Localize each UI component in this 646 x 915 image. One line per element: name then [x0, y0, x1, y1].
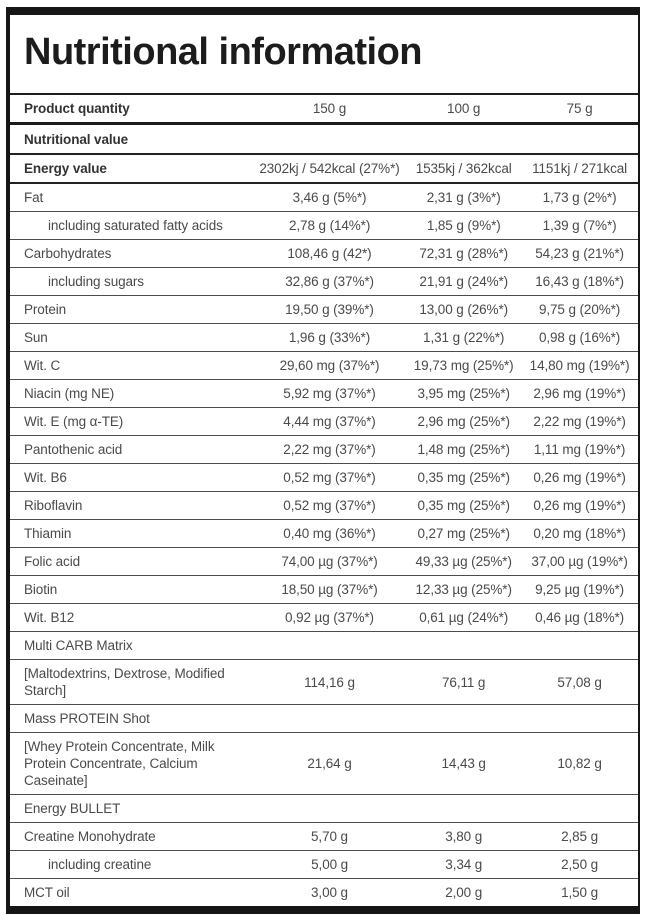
row-value: 0,27 mg (25%*)	[417, 526, 510, 541]
row-value: 1,48 mg (25%*)	[417, 442, 510, 457]
row-value: 37,00 µg (19%*)	[531, 554, 628, 569]
row-value: 5,70 g	[311, 829, 348, 844]
row-label: Wit. B12	[24, 610, 75, 625]
row-label: Energy value	[24, 161, 107, 176]
row-value: 0,20 mg (18%*)	[533, 526, 626, 541]
row-value: 54,23 g (21%*)	[535, 246, 624, 261]
row-label: Protein	[24, 302, 67, 317]
table-row	[10, 491, 638, 519]
section-row	[10, 794, 638, 822]
row-value: 74,00 µg (37%*)	[281, 554, 378, 569]
section-row	[10, 125, 638, 153]
row-label: Fat	[24, 190, 44, 205]
row-value: 18,50 µg (37%*)	[281, 582, 378, 597]
row-label: Multi CARB Matrix	[24, 638, 133, 653]
row-value: 1151kj / 271kcal	[532, 161, 628, 176]
row-value: 1535kj / 362kcal	[415, 161, 512, 176]
row-value: 2,85 g	[561, 829, 599, 844]
table-row	[10, 379, 638, 407]
row-label: Energy BULLET	[24, 801, 121, 816]
row-label: Nutritional value	[24, 131, 129, 147]
row-value: 5,92 mg (37%*)	[283, 386, 376, 401]
nutrition-table	[6, 7, 640, 914]
row-value: 3,00 g	[311, 885, 348, 900]
row-value: 1,85 g (9%*)	[426, 218, 501, 233]
row-value: 5,00 g	[311, 857, 349, 872]
row-label: Wit. B6	[24, 470, 67, 485]
row-value: 14,80 mg (19%*)	[529, 358, 630, 373]
row-value: 1,50 g	[561, 885, 599, 900]
row-value: 9,75 g (20%*)	[538, 302, 621, 317]
table-row	[10, 239, 638, 267]
section-row	[10, 631, 638, 659]
column-header-150g: 150 g	[312, 101, 347, 116]
section-row	[10, 704, 638, 732]
product-quantity-header-row	[10, 95, 638, 125]
row-value: 0,98 g (16%*)	[538, 330, 621, 345]
row-value: 2,31 g (3%*)	[426, 190, 501, 205]
table-row	[10, 575, 638, 603]
table-row	[10, 351, 638, 379]
table-row	[10, 153, 638, 182]
row-value: 19,50 g (39%*)	[285, 302, 374, 317]
table-row	[10, 659, 638, 704]
row-label: [Whey Protein Concentrate, Milk Protein Concentrate, Calcium Caseinate]	[24, 739, 215, 788]
column-header-100g: 100 g	[447, 101, 481, 116]
row-label: Riboflavin	[24, 498, 83, 513]
row-value: 29,60 mg (37%*)	[279, 358, 380, 373]
row-label: Biotin	[24, 582, 58, 597]
table-row	[10, 463, 638, 491]
row-value: 1,73 g (2%*)	[542, 190, 617, 205]
row-value: 72,31 g (28%*)	[419, 246, 509, 261]
row-label: Folic acid	[24, 554, 81, 569]
row-value: 57,08 g	[557, 674, 602, 690]
row-value: 3,34 g	[445, 857, 483, 872]
row-value: 1,11 mg (19%*)	[533, 442, 626, 457]
row-value: 0,92 µg (37%*)	[285, 610, 374, 625]
table-row	[10, 850, 638, 878]
row-value: 21,91 g (24%*)	[419, 274, 509, 289]
table-row	[10, 603, 638, 631]
table-title-block	[10, 15, 638, 95]
row-label: Sun	[24, 330, 48, 345]
row-value: 114,16 g	[304, 674, 355, 690]
row-label: Niacin (mg NE)	[24, 386, 115, 401]
row-value: 2,96 mg (25%*)	[417, 414, 510, 429]
row-value: 0,40 mg (36%*)	[283, 526, 376, 541]
row-value: 3,95 mg (25%*)	[417, 386, 510, 401]
row-value: 0,26 mg (19%*)	[533, 470, 626, 485]
table-row	[10, 435, 638, 463]
row-value: 0,26 mg (19%*)	[533, 498, 626, 513]
product-quantity-label: Product quantity	[24, 101, 130, 116]
row-label: Pantothenic acid	[24, 442, 123, 457]
row-value: 21,64 g	[307, 756, 352, 771]
row-value: 10,82 g	[557, 756, 602, 771]
table-row	[10, 407, 638, 435]
row-value: 0,52 mg (37%*)	[283, 498, 376, 513]
row-label: [Maltodextrins, Dextrose, Modified Starch]	[24, 666, 225, 698]
row-label: Wit. C	[24, 358, 61, 373]
row-value: 19,73 mg (25%*)	[413, 358, 514, 373]
column-header-75g: 75 g	[566, 101, 593, 116]
row-value: 0,46 µg (18%*)	[535, 610, 625, 625]
row-label: Mass PROTEIN Shot	[24, 711, 150, 726]
row-value: 0,52 mg (37%*)	[283, 470, 376, 485]
row-value: 4,44 mg (37%*)	[283, 414, 376, 429]
table-row	[10, 182, 638, 211]
row-label: including sugars	[48, 274, 144, 289]
page-title: Nutritional information	[24, 31, 423, 73]
row-value: 2302kj / 542kcal (27%*)	[259, 161, 400, 176]
row-value: 49,33 µg (25%*)	[415, 554, 512, 569]
row-value: 2,22 mg (37%*)	[283, 442, 376, 457]
row-label: including creatine	[48, 857, 152, 872]
row-value: 76,11 g	[442, 674, 486, 690]
row-label: including saturated fatty acids	[48, 218, 223, 233]
row-value: 3,80 g	[445, 829, 483, 844]
row-value: 2,78 g (14%*)	[288, 218, 371, 233]
table-row	[10, 323, 638, 351]
row-value: 32,86 g (37%*)	[285, 274, 374, 289]
row-value: 0,61 µg (24%*)	[419, 610, 509, 625]
row-value: 16,43 g (18%*)	[535, 274, 624, 289]
table-row	[10, 295, 638, 323]
row-label: Wit. E (mg α-TE)	[24, 414, 124, 429]
row-value: 1,31 g (22%*)	[423, 330, 505, 345]
row-value: 2,00 g	[445, 885, 483, 900]
table-row	[10, 822, 638, 850]
row-label: Carbohydrates	[24, 246, 112, 261]
table-row	[10, 267, 638, 295]
row-value: 13,00 g (26%*)	[419, 302, 509, 317]
row-value: 9,25 µg (19%*)	[535, 582, 625, 597]
row-value: 12,33 µg (25%*)	[415, 582, 512, 597]
table-row	[10, 547, 638, 575]
table-row	[10, 211, 638, 239]
table-row	[10, 732, 638, 794]
row-value: 2,22 mg (19%*)	[533, 414, 626, 429]
row-value: 0,35 mg (25%*)	[417, 470, 510, 485]
row-value: 108,46 g (42*)	[287, 246, 372, 261]
row-value: 2,50 g	[561, 857, 599, 872]
table-row	[10, 878, 638, 906]
row-value: 1,96 g (33%*)	[288, 330, 371, 345]
row-value: 2,96 mg (19%*)	[533, 386, 626, 401]
row-value: 0,35 mg (25%*)	[417, 498, 510, 513]
row-label: Creatine Monohydrate	[24, 829, 156, 844]
table-rows	[10, 125, 638, 906]
row-label: MCT oil	[24, 885, 70, 900]
row-value: 1,39 g (7%*)	[542, 218, 617, 233]
row-value: 14,43 g	[441, 756, 486, 771]
row-value: 3,46 g (5%*)	[292, 190, 367, 205]
table-row	[10, 519, 638, 547]
row-label: Thiamin	[24, 526, 72, 541]
